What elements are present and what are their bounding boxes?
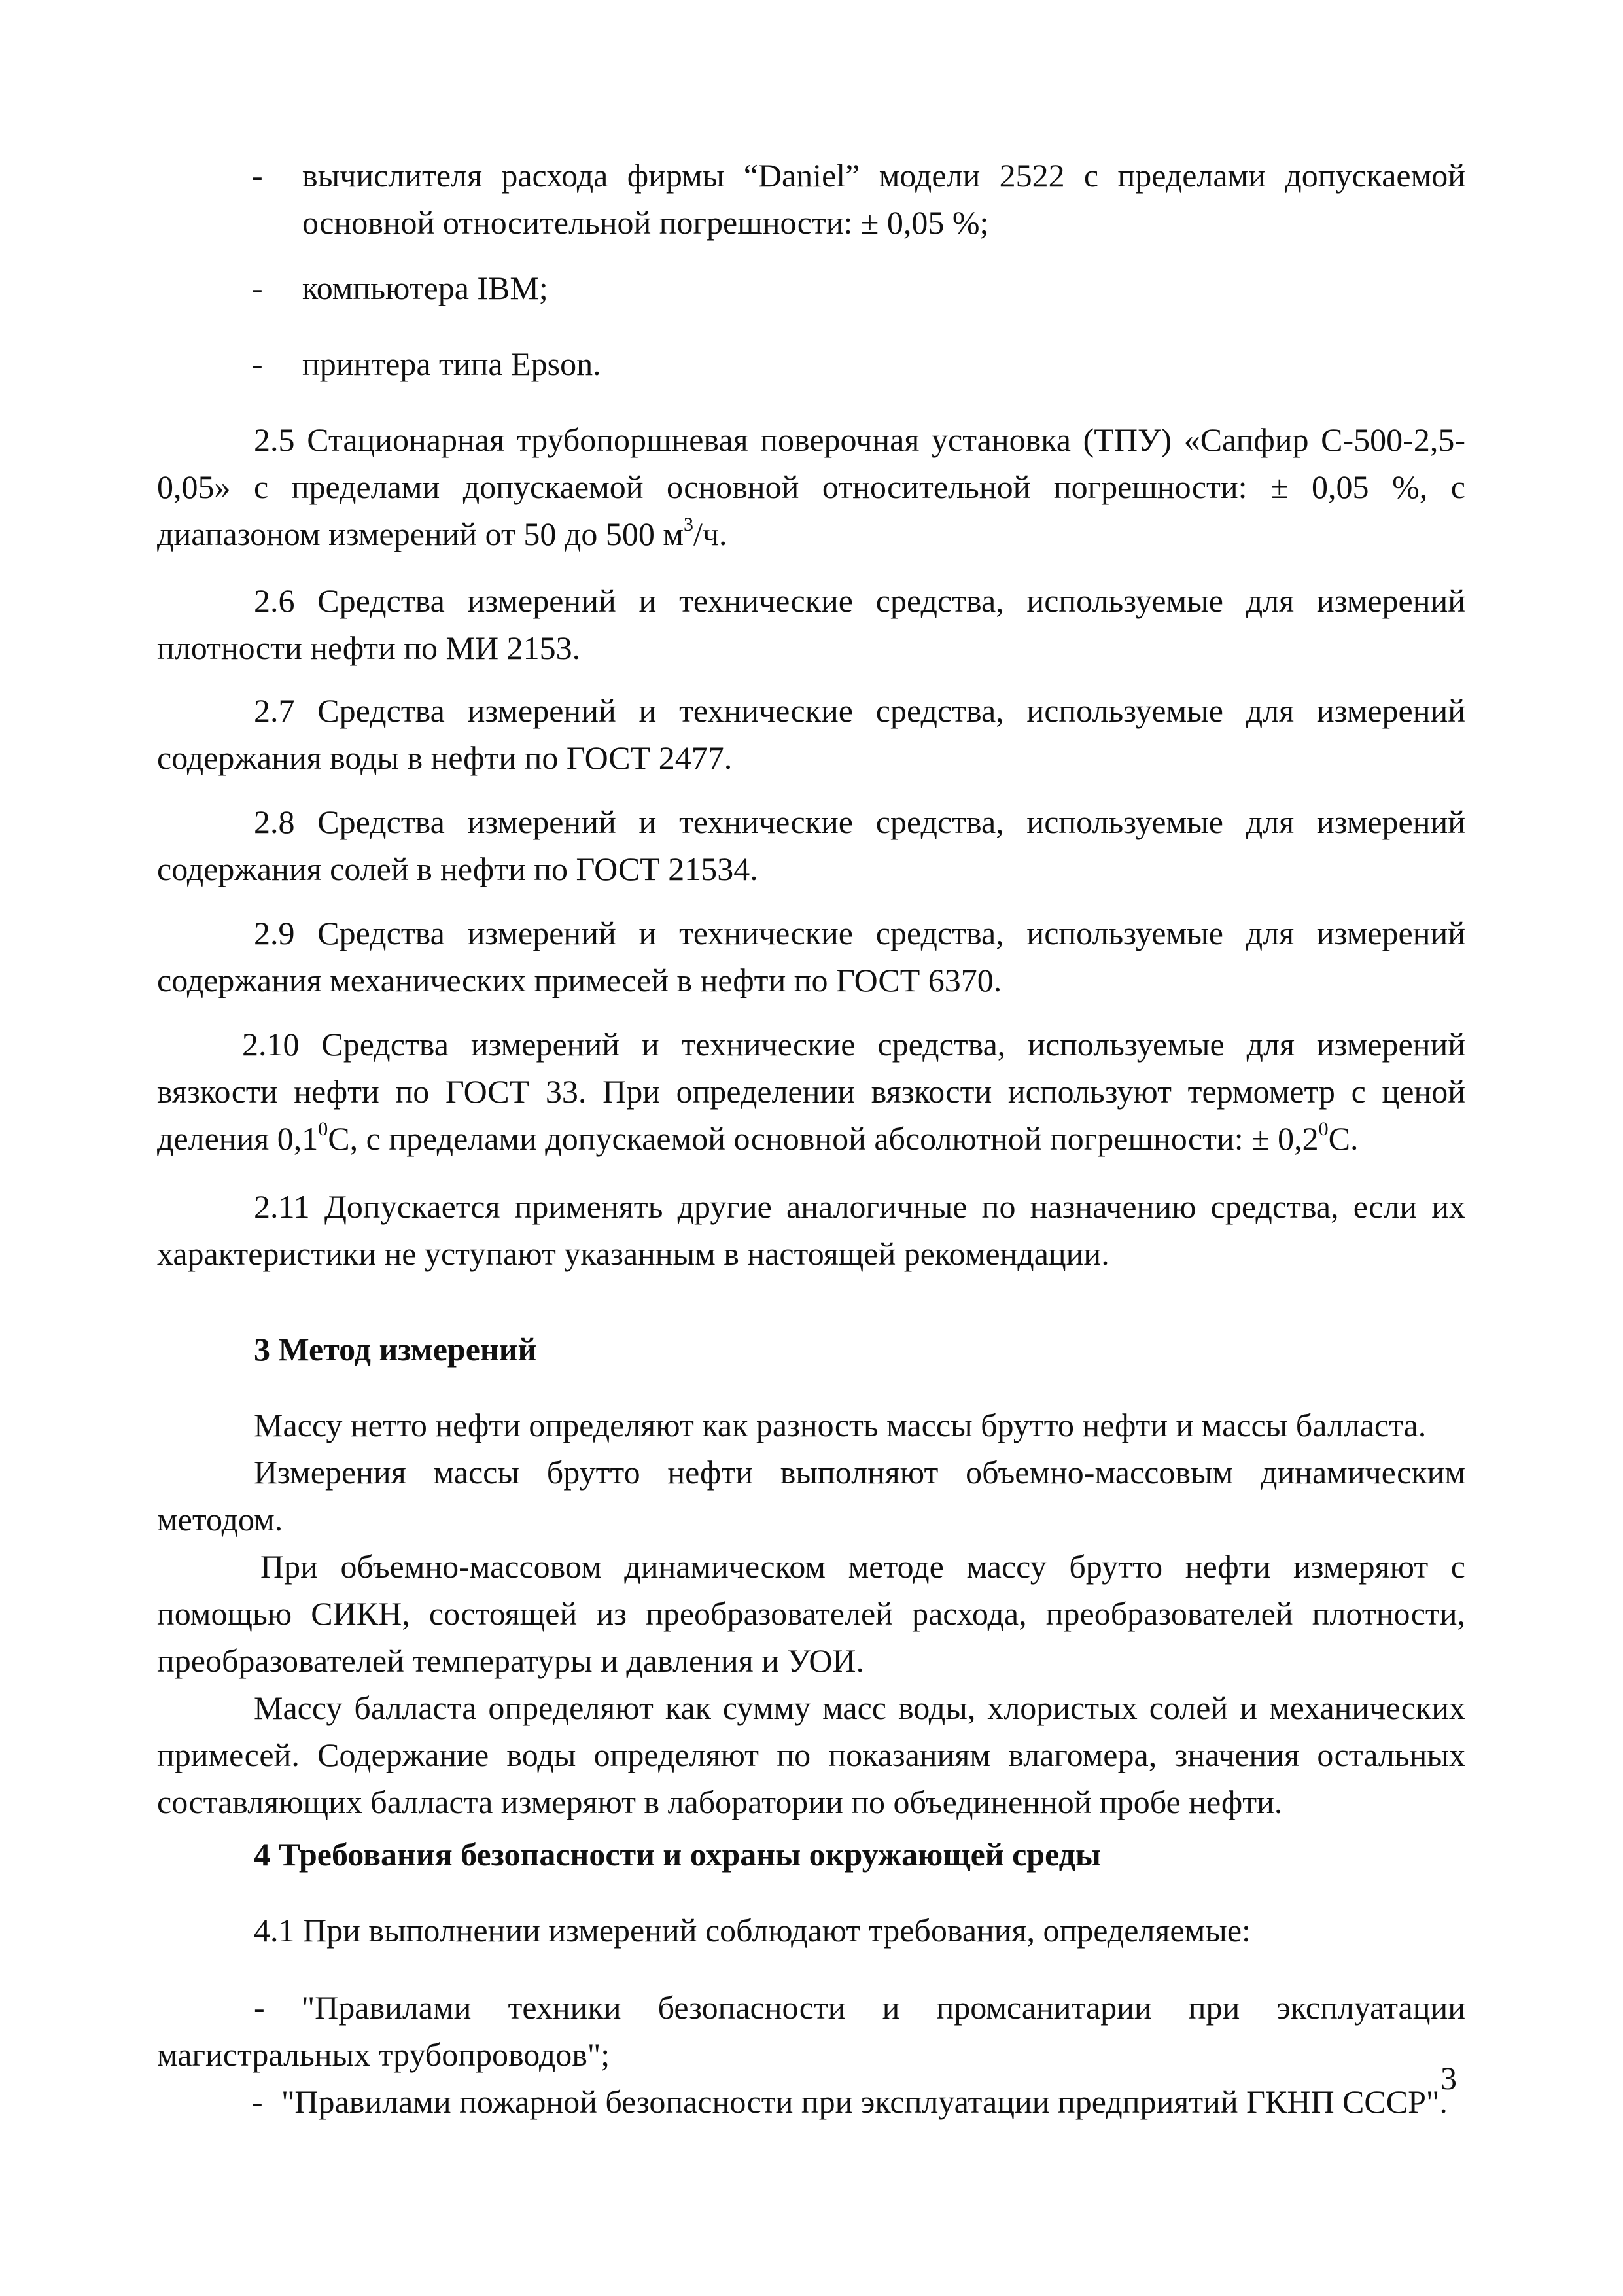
superscript-cube: 3 xyxy=(683,514,693,536)
superscript-degree: 0 xyxy=(1318,1118,1329,1140)
superscript-degree: 0 xyxy=(318,1118,328,1140)
section-3-paragraph-4: Массу балласта определяют как сумму масс воды, хлористых солей и механических примесей. Содержание воды определяют по показаниям влагомера, значения остальных составляющих балласта измеряют в лаборатории по объединенной пробе нефти. xyxy=(157,1689,1465,1820)
paragraph-2-5-text: 2.5 Стационарная трубопоршневая поверочная установка (ТПУ) «Сапфир С-500-2,5-0,05» с пределами допускаемой основной относительной погрешности: ± 0,05 %, с диапазоном измерений от 50 до 500 м xyxy=(157,421,1465,552)
paragraph-2-6: 2.6 Средства измерений и технические средства, используемые для измерений плотности нефти по МИ 2153. xyxy=(157,582,1465,666)
section-3-paragraph-2: Измерения массы брутто нефти выполняют объемно-массовым динамическим методом. xyxy=(157,1454,1465,1538)
paragraph-2-10-text-c: С. xyxy=(1328,1120,1359,1157)
page-number: 3 xyxy=(1440,2060,1457,2096)
bullet-dash: - xyxy=(252,345,263,382)
bullet-dash: - xyxy=(252,157,263,194)
section-3-paragraph-1: Массу нетто нефти определяют как разность массы брутто нефти и массы балласта. xyxy=(254,1407,1427,1443)
section-3-paragraph-3: При объемно-массовом динамическом методе массу брутто нефти измеряют с помощью СИКН, состоящей из преобразователей расхода, преобразователей плотности, преобразователей температуры и давления и УОИ. xyxy=(157,1548,1465,1679)
paragraph-2-11: 2.11 Допускается применять другие аналогичные по назначению средства, если их характеристики не уступают указанным в настоящей рекомендации. xyxy=(157,1188,1465,1272)
paragraph-2-7: 2.7 Средства измерений и технические средства, используемые для измерений содержания воды в нефти по ГОСТ 2477. xyxy=(157,692,1465,776)
paragraph-2-9: 2.9 Средства измерений и технические средства, используемые для измерений содержания механических примесей в нефти по ГОСТ 6370. xyxy=(157,915,1465,998)
safety-rules-item-2: "Правилами пожарной безопасности при эксплуатации предприятий ГКНП СССР". xyxy=(281,2083,1448,2120)
bullet-dash: - xyxy=(252,2083,263,2120)
bullet-dash: - xyxy=(252,270,263,306)
safety-rules-item-1: - "Правилами техники безопасности и промсанитарии при эксплуатации магистральных трубопроводов"; xyxy=(157,1989,1465,2073)
section-3-heading: 3 Метод измерений xyxy=(254,1331,537,1368)
paragraph-2-10-text-a: 2.10 Средства измерений и технические средства, используемые для измерений вязкости нефти по ГОСТ 33. При определении вязкости используют термометр с ценой деления 0,1 xyxy=(157,1026,1465,1157)
paragraph-4-1: 4.1 При выполнении измерений соблюдают требования, определяемые: xyxy=(254,1912,1251,1949)
paragraph-2-5 xyxy=(157,416,1465,557)
paragraph-2-10-text-b: С, с пределами допускаемой основной абсолютной погрешности: ± 0,2 xyxy=(328,1120,1319,1157)
section-4-heading: 4 Требования безопасности и охраны окружающей среды xyxy=(254,1836,1101,1873)
paragraph-2-5-unit: /ч. xyxy=(693,516,727,552)
bullet-flow-computer: вычислителя расхода фирмы “Daniel” модели 2522 с пределами допускаемой основной относительной погрешности: ± 0,05 %; xyxy=(302,157,1465,241)
bullet-ibm-computer: компьютера IBM; xyxy=(302,270,548,306)
paragraph-2-8: 2.8 Средства измерений и технические средства, используемые для измерений содержания солей в нефти по ГОСТ 21534. xyxy=(157,804,1465,887)
paragraph-2-10 xyxy=(157,1021,1465,1162)
bullet-epson-printer: принтера типа Epson. xyxy=(302,345,601,382)
